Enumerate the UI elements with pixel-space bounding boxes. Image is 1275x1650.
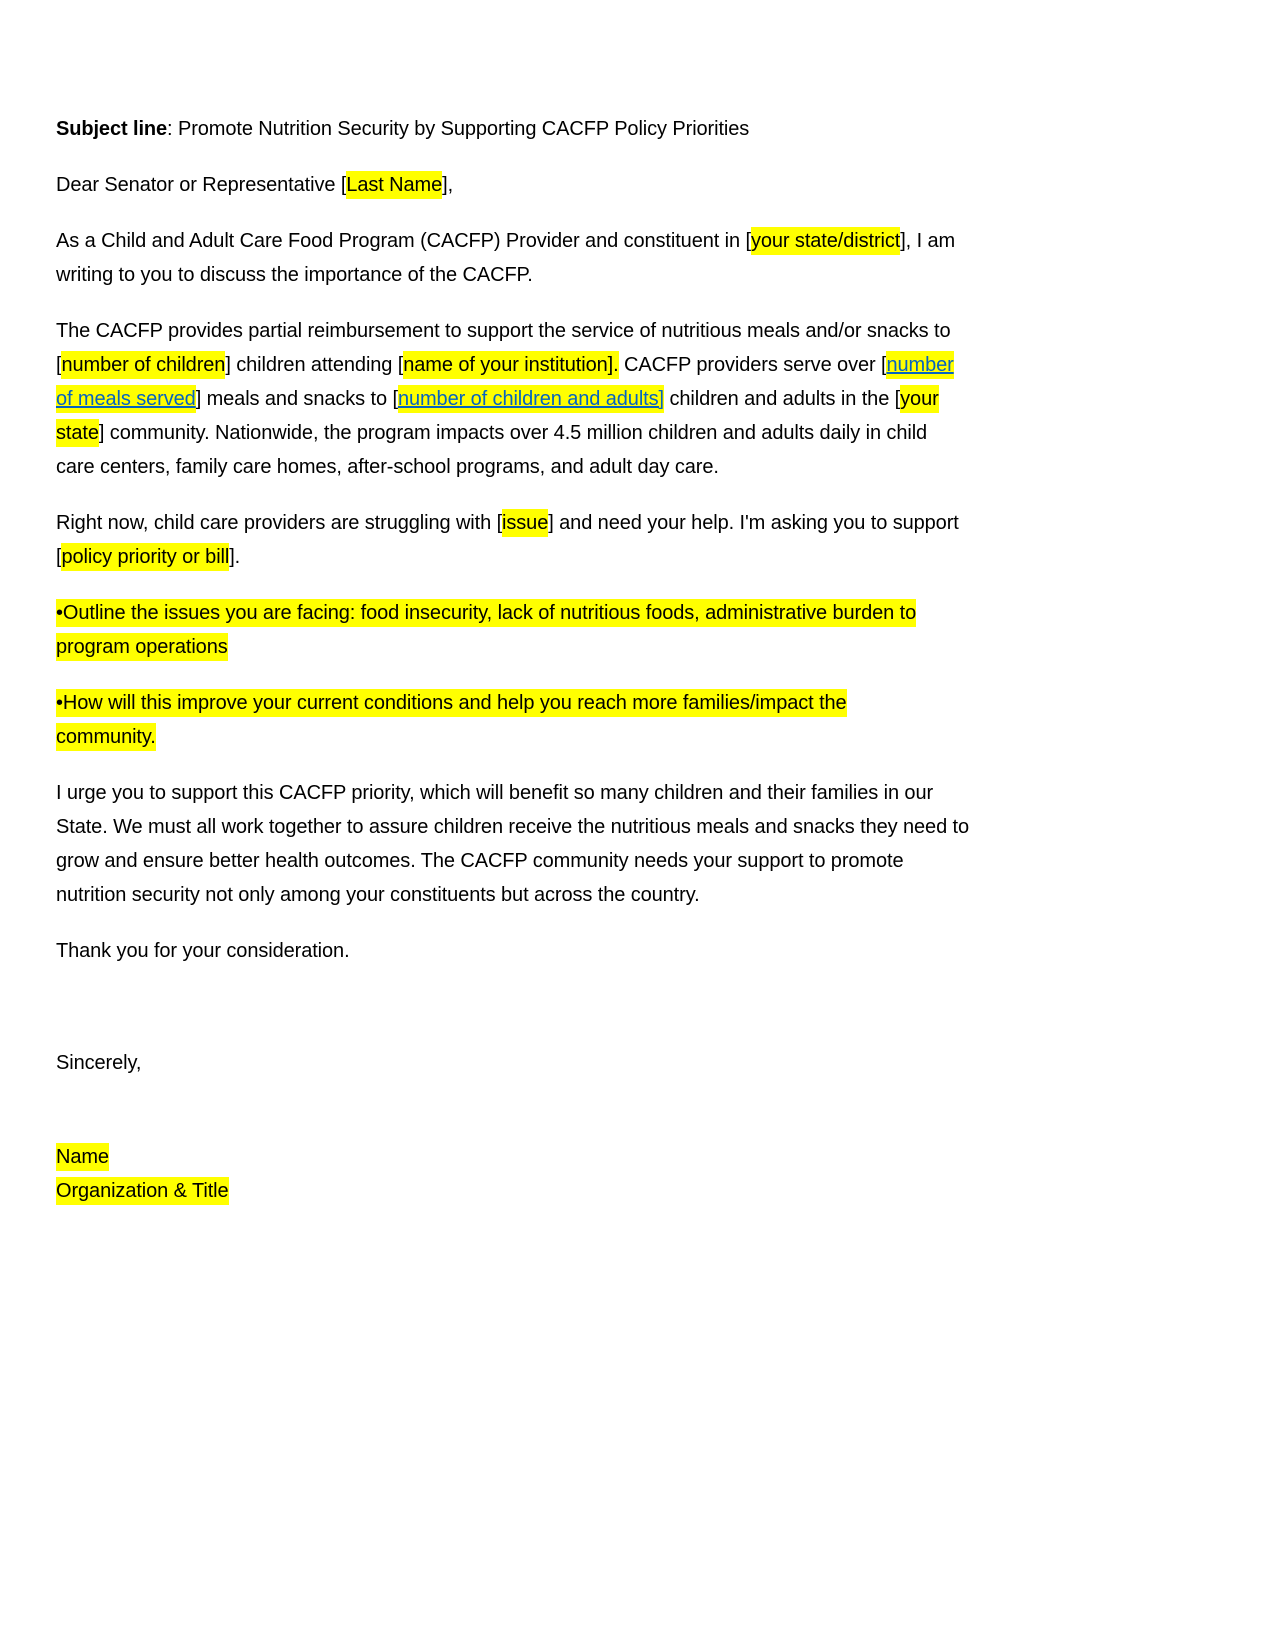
highlighted-placeholder: program operations <box>56 633 228 661</box>
text-run: [ <box>56 354 62 376</box>
paragraph-ask <box>56 506 1226 574</box>
highlighted-placeholder: name of your institution]. <box>403 351 618 379</box>
highlighted-placeholder: your state/district <box>751 227 900 255</box>
paragraph-urge-support <box>56 776 1226 912</box>
text-run: Right now, child care providers are struggling with [ <box>56 512 503 534</box>
letter-body <box>56 112 1226 1230</box>
highlighted-placeholder: Last Name <box>346 171 442 199</box>
highlighted-placeholder: Organization & Title <box>56 1177 229 1205</box>
text-run: ] children attending [ <box>225 354 404 376</box>
text-run: care centers, family care homes, after-school programs, and adult day care. <box>56 456 719 478</box>
paragraph-intro <box>56 224 1226 292</box>
highlighted-placeholder: Name <box>56 1143 109 1171</box>
text-run: The CACFP provides partial reimbursement to support the service of nutritious meals and/or snacks to <box>56 320 951 342</box>
hyperlink-placeholder[interactable]: number of children and adults] <box>398 385 664 413</box>
text-run: ], I am <box>900 230 956 252</box>
hyperlink-placeholder[interactable]: of meals served <box>56 385 196 413</box>
text-run: children and adults in the [ <box>664 388 901 410</box>
highlighted-placeholder: •Outline the issues you are facing: food insecurity, lack of nutritious foods, administrative burden to <box>56 599 916 627</box>
text-run: grow and ensure better health outcomes. The CACFP community needs your support to promote <box>56 850 904 872</box>
text-run: ]. <box>229 546 241 568</box>
closing <box>56 1046 1226 1080</box>
text-run: Dear Senator or Representative [ <box>56 174 347 196</box>
text-run: ] and need your help. I'm asking you to support <box>548 512 959 534</box>
salutation <box>56 168 1226 202</box>
highlighted-placeholder: your <box>900 385 939 413</box>
highlighted-placeholder: state <box>56 419 99 447</box>
subject-line <box>56 112 1226 146</box>
highlighted-placeholder: issue <box>502 509 548 537</box>
text-run: Thank you for your consideration. <box>56 940 350 962</box>
signature-block <box>56 1140 1226 1208</box>
text-run: ], <box>442 174 454 196</box>
bullet-outline-issues <box>56 596 1226 664</box>
highlighted-placeholder: •How will this improve your current conditions and help you reach more families/impact the <box>56 689 847 717</box>
text-run: : Promote Nutrition Security by Supporting CACFP Policy Priorities <box>167 118 750 140</box>
paragraph-program-impact <box>56 314 1226 484</box>
text-run: ] meals and snacks to [ <box>195 388 398 410</box>
paragraph-thanks <box>56 934 1226 968</box>
bullet-community-impact <box>56 686 1226 754</box>
spacer-before-closing <box>56 990 1226 1024</box>
text-run: [ <box>56 546 62 568</box>
text-run: I urge you to support this CACFP priority, which will benefit so many children and their families in our <box>56 782 934 804</box>
text-run: ] community. Nationwide, the program impacts over 4.5 million children and adults daily in child <box>98 422 928 444</box>
text-run: nutrition security not only among your constituents but across the country. <box>56 884 700 906</box>
text-run: Sincerely, <box>56 1052 142 1074</box>
text-run: Subject line <box>56 118 168 140</box>
text-run: CACFP providers serve over [ <box>618 354 887 376</box>
highlighted-placeholder: policy priority or bill <box>61 543 229 571</box>
highlighted-placeholder: number of children <box>61 351 225 379</box>
text-run: State. We must all work together to assure children receive the nutritious meals and snacks they need to <box>56 816 970 838</box>
text-run: writing to you to discuss the importance of the CACFP. <box>56 264 533 286</box>
spacer-signature <box>56 1102 1226 1118</box>
hyperlink-placeholder[interactable]: number <box>886 351 953 379</box>
highlighted-placeholder: community. <box>56 723 156 751</box>
text-run: As a Child and Adult Care Food Program (CACFP) Provider and constituent in [ <box>56 230 751 252</box>
